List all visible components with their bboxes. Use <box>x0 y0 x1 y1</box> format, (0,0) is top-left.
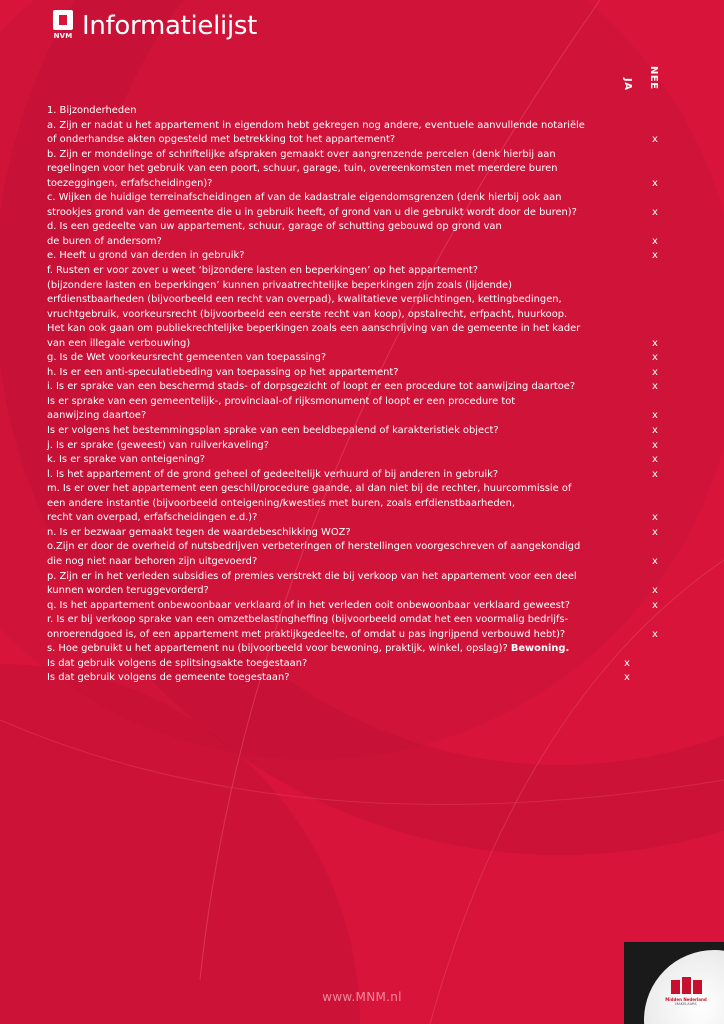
question-row <box>47 191 667 220</box>
question-text: onroerendgoed is, of een appartement met praktijkgedeelte, of omdat u pas ingrijpend verbouwd hebt)? <box>47 628 566 640</box>
column-header-ja: JA <box>622 78 633 91</box>
question-row <box>47 366 667 381</box>
question-row <box>47 613 667 642</box>
question-text: toezeggingen, erfafscheidingen)? <box>47 177 213 189</box>
question-text: kunnen worden teruggevorderd? <box>47 585 209 597</box>
answer-nee-mark: x <box>652 177 658 189</box>
question-text: Is dat gebruik volgens de splitsingsakte toegestaan? <box>47 657 308 669</box>
nvm-logo <box>52 10 74 42</box>
question-text: g. Is de Wet voorkeursrecht gemeenten van toepassing? <box>47 352 327 364</box>
house-icon <box>53 10 73 30</box>
question-row <box>47 599 667 614</box>
brand-corner <box>624 942 724 1024</box>
question-text: vruchtgebruik, voorkeursrecht (bijvoorbeeld een eerste recht van koop), opstalrecht, erfpacht, huurkoop. <box>47 308 568 320</box>
question-text: m. Is er over het appartement een geschil/procedure gaande, al dan niet bij de rechter, huurcommissie of <box>47 483 572 495</box>
question-text: c. Wijken de huidige terreinafscheidingen af van de kadastrale eigendomsgrenzen (denk hierbij ook aan <box>47 192 562 204</box>
question-text: j. Is er sprake (geweest) van ruilverkaveling? <box>47 439 269 451</box>
question-text: een andere instantie (bijvoorbeeld onteigening/kwesties met buren, zoals erfdienstbaarheden, <box>47 497 516 509</box>
answer-nee-mark: x <box>652 585 658 597</box>
question-text: de buren of andersom? <box>47 235 162 247</box>
question-text: regelingen voor het gebruik van een poort, schuur, garage, tuin, overeenkomsten met meerdere buren <box>47 163 558 175</box>
question-text: aanwijzing daartoe? <box>47 410 147 422</box>
footer-url[interactable]: www.MNM.nl <box>322 990 402 1004</box>
answer-nee-mark: x <box>652 337 658 349</box>
question-text: a. Zijn er nadat u het appartement in eigendom hebt gekregen nog andere, eventuele aanvullende notariële <box>47 119 585 131</box>
answer-nee-mark: x <box>652 468 658 480</box>
answer-nee-mark: x <box>652 235 658 247</box>
question-text: Is er volgens het bestemmingsplan sprake van een beeldbepalend of karakteristiek object? <box>47 425 499 437</box>
question-text: Het kan ook gaan om publiekrechtelijke beperkingen zoals een aanschrijving van de gemeente in het kader <box>47 323 581 335</box>
question-text: i. Is er sprake van een beschermd stads- of dorpsgezicht of loopt er een procedure tot aanwijzing daartoe? <box>47 381 576 393</box>
question-text: l. Is het appartement of de grond geheel of gedeeltelijk verhuurd of bij anderen in gebruik? <box>47 468 499 480</box>
page-header <box>52 10 257 42</box>
question-row <box>47 220 667 249</box>
question-row <box>47 351 667 366</box>
answer-nee-mark: x <box>652 410 658 422</box>
answer-nee-mark: x <box>652 555 658 567</box>
question-row <box>47 119 667 148</box>
question-row <box>47 148 667 192</box>
question-list <box>47 104 667 686</box>
question-text: strookjes grond van de gemeente die u in gebruik heeft, of grond van u die gebruikt wordt door de buren)? <box>47 206 577 218</box>
question-row <box>47 482 667 526</box>
answer-nee-mark: x <box>652 425 658 437</box>
answer-nee-mark: x <box>652 439 658 451</box>
question-row <box>47 424 667 439</box>
question-text: f. Rusten er voor zover u weet ‘bijzondere lasten en beperkingen’ op het appartement? <box>47 265 478 277</box>
question-row <box>47 540 667 569</box>
answer-nee-mark: x <box>652 206 658 218</box>
column-header-nee: NEE <box>648 66 659 90</box>
question-text: k. Is er sprake van onteigening? <box>47 454 205 466</box>
question-text: Is er sprake van een gemeentelijk-, provinciaal-of rijksmonument of loopt er een procedure tot <box>47 395 516 407</box>
answer-nee-mark: x <box>652 628 658 640</box>
question-text: die nog niet naar behoren zijn uitgevoerd? <box>47 555 258 567</box>
question-text: (bijzondere lasten en beperkingen’ kunnen privaatrechtelijke beperkingen zijn zoals (lijdende) <box>47 279 512 291</box>
question-row <box>47 264 667 351</box>
question-text: h. Is er een anti-speculatiebeding van toepassing op het appartement? <box>47 366 399 378</box>
question-text <box>47 642 627 657</box>
answer-nee-mark: x <box>652 454 658 466</box>
nvm-logo-text: NVM <box>53 32 73 40</box>
mnm-logo-icon <box>664 980 708 994</box>
brand-name: Midden Nederland <box>665 997 707 1002</box>
question-text-line: s. Hoe gebruikt u het appartement nu (bijvoorbeeld voor bewoning, praktijk, winkel, opslag)? <box>47 643 508 655</box>
question-row <box>47 395 667 424</box>
question-text: o.Zijn er door de overheid of nutsbedrijven verbeteringen of herstellingen voorgeschreven of aangekondigd <box>47 541 581 553</box>
question-row <box>47 439 667 454</box>
question-row <box>47 249 667 264</box>
question-text: r. Is er bij verkoop sprake van een omzetbelastingheffing (bijvoorbeeld omdat het een voormalig bedrijfs- <box>47 614 569 626</box>
question-text: erfdienstbaarheden (bijvoorbeeld een recht van overpad), kwalitatieve verplichtingen, kettingbedingen, <box>47 294 562 306</box>
question-text: of onderhandse akten opgesteld met betrekking tot het appartement? <box>47 134 396 146</box>
question-text: q. Is het appartement onbewoonbaar verklaard of in het verleden ooit onbewoonbaar verklaard geweest? <box>47 599 570 611</box>
question-text: n. Is er bezwaar gemaakt tegen de waardebeschikking WOZ? <box>47 526 351 538</box>
question-text: van een illegale verbouwing) <box>47 337 191 349</box>
answer-nee-mark: x <box>652 599 658 611</box>
answer-nee-mark: x <box>652 352 658 364</box>
question-text: Is dat gebruik volgens de gemeente toegestaan? <box>47 672 290 684</box>
answer-nee-mark: x <box>652 526 658 538</box>
question-row <box>47 453 667 468</box>
brand-sub: MAKELAARS <box>675 1002 697 1006</box>
question-row <box>47 380 667 395</box>
section-title-text: 1. Bijzonderheden <box>47 105 137 116</box>
question-text: recht van overpad, erfafscheidingen e.d.)? <box>47 512 258 524</box>
mnm-logo <box>664 980 708 1006</box>
question-text: p. Zijn er in het verleden subsidies of premies verstrekt die bij verkoop van het appartement voor een deel <box>47 570 577 582</box>
page-title: Informatielijst <box>82 11 258 41</box>
answer-nee-mark: x <box>652 366 658 378</box>
question-row <box>47 526 667 541</box>
question-rows <box>47 119 667 686</box>
question-text: b. Zijn er mondelinge of schriftelijke afspraken gemaakt over aangrenzende percelen (denk hierbij aan <box>47 148 556 160</box>
answer-nee-mark: x <box>652 250 658 262</box>
question-row <box>47 642 667 657</box>
question-row <box>47 468 667 483</box>
question-text: e. Heeft u grond van derden in gebruik? <box>47 250 245 262</box>
answer-nee-mark: x <box>652 134 658 146</box>
answer-text: Bewoning. <box>510 643 570 655</box>
answer-ja-mark: x <box>624 657 630 669</box>
question-row <box>47 570 667 599</box>
section-title <box>47 104 667 119</box>
answer-nee-mark: x <box>652 381 658 393</box>
question-text: d. Is een gedeelte van uw appartement, schuur, garage of schutting gebouwd op grond van <box>47 221 502 233</box>
question-row <box>47 657 667 672</box>
answer-nee-mark: x <box>652 512 658 524</box>
question-row <box>47 671 667 686</box>
answer-ja-mark: x <box>624 672 630 684</box>
